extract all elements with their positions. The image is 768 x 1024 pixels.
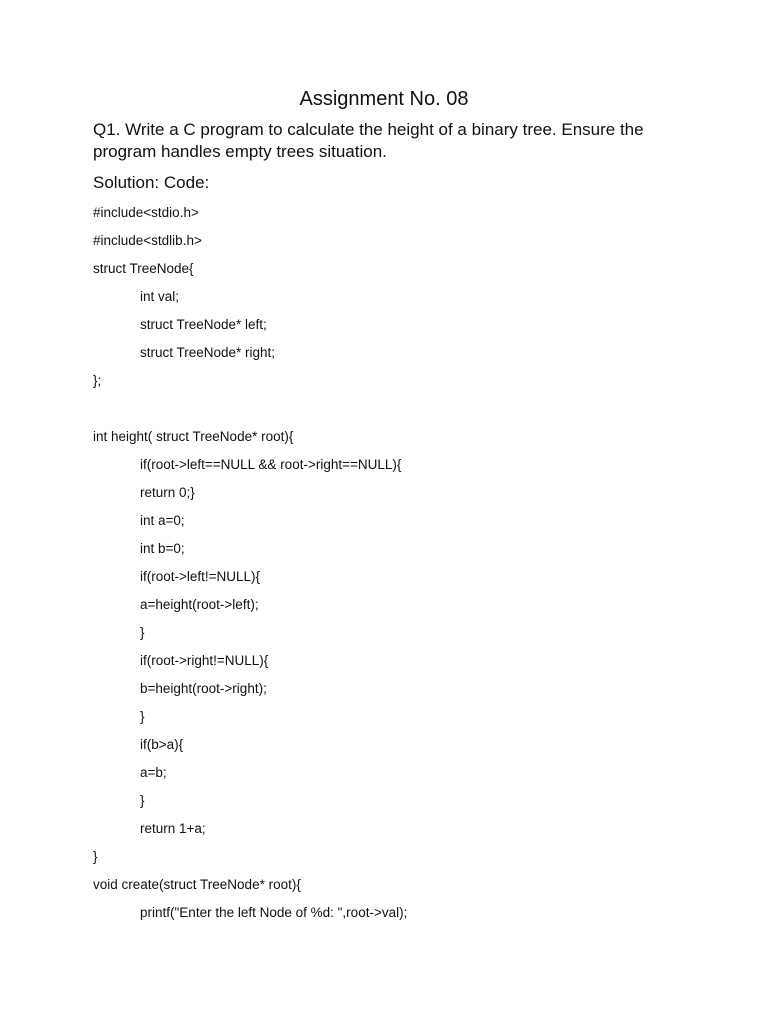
- code-line: }: [140, 709, 145, 724]
- code-line: return 0;}: [140, 485, 195, 500]
- code-line: int height( struct TreeNode* root){: [93, 429, 294, 444]
- code-line: int b=0;: [140, 541, 185, 556]
- code-line: struct TreeNode{: [93, 261, 194, 276]
- code-line: struct TreeNode* left;: [140, 317, 267, 332]
- code-line: #include<stdio.h>: [93, 205, 199, 220]
- code-line: void create(struct TreeNode* root){: [93, 877, 301, 892]
- code-line: }: [93, 849, 98, 864]
- code-line: if(root->left==NULL && root->right==NULL){: [140, 457, 402, 472]
- code-line: [93, 399, 713, 427]
- code-line: struct TreeNode* right;: [140, 345, 276, 360]
- code-line: b=height(root->right);: [140, 681, 267, 696]
- code-line: if(b>a){: [140, 737, 184, 752]
- code-line: }: [140, 793, 145, 808]
- code-line: return 1+a;: [140, 821, 206, 836]
- code-line: printf("Enter the left Node of %d: ",root->val);: [140, 905, 408, 920]
- code-line: a=height(root->left);: [140, 597, 259, 612]
- question-text: Q1. Write a C program to calculate the height of a binary tree. Ensure the program handles empty trees situation.: [93, 120, 644, 161]
- code-line: if(root->left!=NULL){: [140, 569, 261, 584]
- code-line: int a=0;: [140, 513, 185, 528]
- code-line: }: [140, 625, 145, 640]
- code-block: [93, 203, 713, 931]
- solution-label: Solution: Code:: [93, 173, 210, 192]
- code-line: if(root->right!=NULL){: [140, 653, 269, 668]
- page-title: Assignment No. 08: [299, 88, 469, 110]
- code-line: };: [93, 373, 102, 388]
- code-line: a=b;: [140, 765, 167, 780]
- code-line: int val;: [140, 289, 180, 304]
- code-line: #include<stdlib.h>: [93, 233, 202, 248]
